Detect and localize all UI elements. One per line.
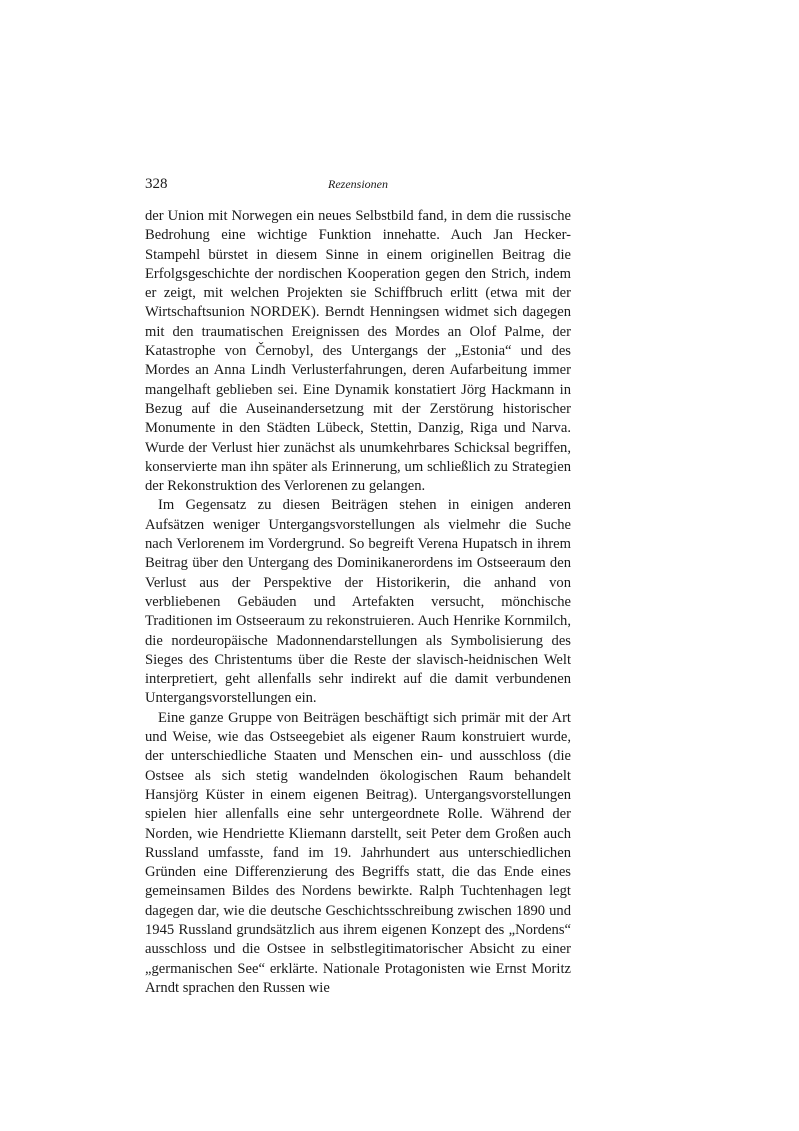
page-header (145, 174, 571, 194)
paragraph-1: der Union mit Norwegen ein neues Selbstbild fand, in dem die russische Bedrohung eine wichtige Funktion innehatte. Auch Jan Hecker-Stampehl bürstet in diesem Sinne in einem originellen Beitrag die Erfolgsgeschichte der nordischen Kooperation gegen den Strich, indem er zeigt, mit welchen Projekten sie Schiffbruch erlitt (etwa mit der Wirtschaftsunion NORDEK). Berndt Henningsen widmet sich dagegen mit den traumatischen Ereignissen des Mordes an Olof Palme, der Katastrophe von Černobyl, des Untergangs der „Estonia“ und des Mordes an Anna Lindh Verlusterfahrungen, deren Aufarbeitung immer mangelhaft geblieben sei. Eine Dynamik konstatiert Jörg Hackmann in Bezug auf die Auseinandersetzung mit der Zerstörung historischer Monumente in den Städten Lübeck, Stettin, Danzig, Riga und Narva. Wurde der Verlust hier zunächst als unumkehrbares Schicksal begriffen, konservierte man ihn später als Erinnerung, um schließlich zu Strategien der Rekonstruktion des Verlorenen zu gelangen. (145, 208, 571, 495)
paragraph-2: Im Gegensatz zu diesen Beiträgen stehen in einigen anderen Aufsätzen weniger Untergangsvorstellungen als vielmehr die Suche nach Verlorenem im Vordergrund. So begreift Verena Hupatsch in ihrem Beitrag über den Untergang des Dominikanerordens im Ostseeraum den Verlust aus der Perspektive der Historikerin, die anhand von verbliebenen Gebäuden und Artefakten versucht, mönchische Traditionen im Ostseeraum zu rekonstruieren. Auch Henrike Kornmilch, die nordeuropäische Madonnendarstellungen als Symbolisierung des Sieges des Christentums über die Reste der slavisch-heidnischen Welt interpretiert, geht allenfalls sehr indirekt auf die damit verbundenen Untergangsvorstellungen ein. (145, 497, 571, 707)
page-number: 328 (145, 176, 168, 192)
body-text (145, 207, 571, 998)
paragraph-3: Eine ganze Gruppe von Beiträgen beschäftigt sich primär mit der Art und Weise, wie das Ostseegebiet als eigener Raum konstruiert wurde, der unterschiedliche Staaten und Menschen ein- und ausschloss (die Ostsee als sich stetig wandelnden ökologischen Raum behandelt Hansjörg Küster in einem eigenen Beitrag). Untergangsvorstellungen spielen hier allenfalls eine sehr untergeordnete Rolle. Während der Norden, wie Hendriette Kliemann darstellt, seit Peter dem Großen auch Russland umfasste, fand im 19. Jahrhundert aus unterschiedlichen Gründen eine Differenzierung des Begriffs statt, die das Ende eines gemeinsamen Bildes des Nordens bewirkte. Ralph Tuchtenhagen legt dagegen dar, wie die deutsche Geschichtsschreibung zwischen 1890 und 1945 Russland grundsätzlich aus ihrem eigenen Konzept des „Nordens“ ausschloss und die Ostsee in selbstlegitimatorischer Absicht zu einer „germanischen See“ erklärte. Nationale Protagonisten wie Ernst Moritz Arndt sprachen den Russen wie (145, 709, 571, 996)
running-head: Rezensionen (328, 177, 388, 191)
